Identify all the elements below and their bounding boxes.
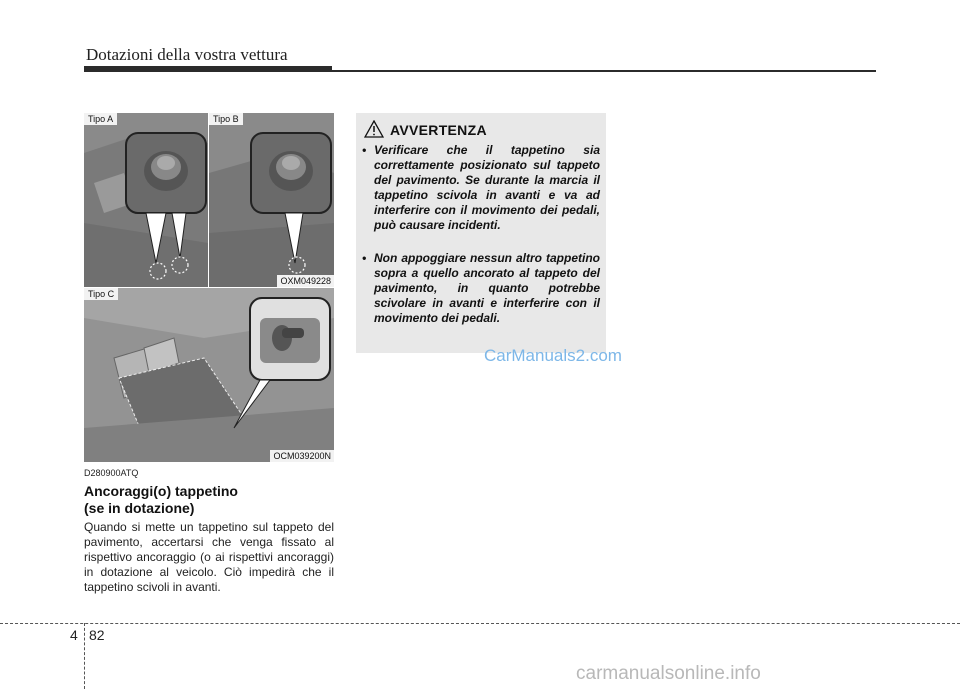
warning-item-2-text: Non appoggiare nessun altro tappetino sopra a quello ancorato al tappeto del pavimento, in quanto potrebbe scivolare in avanti e interferire con il movimento dei pedali. — [374, 251, 600, 325]
figure-tipo-a-illustration — [84, 113, 208, 287]
header-rule-thin — [332, 70, 876, 72]
warning-triangle-icon — [364, 120, 384, 138]
warning-item-2: • Non appoggiare nessun altro tappetino sopra a quello ancorato al tappeto del pavimento, in quanto potrebbe scivolare in avanti e interferire con il movimento dei pedali. — [362, 251, 600, 325]
warning-item-1-text: Verificare che il tappetino sia correttamente posizionato sul tappeto del pavimento. Se durante la marcia il tappetino scivola in avanti e va ad interferire con il movimento dei pedali, può causare incidenti. — [374, 143, 600, 232]
footer-vertical-rule — [84, 623, 85, 689]
page-chapter-number: 4 — [70, 627, 78, 643]
figure-label-tipo-b: Tipo B — [209, 113, 243, 125]
page-header-title: Dotazioni della vostra vettura — [86, 45, 288, 64]
watermark-text: CarManuals2.com — [484, 346, 622, 365]
section-title-line-2: (se in dotazione) — [84, 500, 195, 516]
warning-title: AVVERTENZA — [390, 122, 487, 138]
figure-code-bottom: OCM039200N — [270, 450, 334, 462]
footer-dashed-rule — [0, 623, 960, 624]
figure-tipo-b — [209, 113, 334, 287]
figure-label-tipo-c: Tipo C — [84, 288, 118, 300]
header-rule-thick — [84, 66, 332, 72]
figure-label-tipo-a: Tipo A — [84, 113, 117, 125]
section-title — [84, 483, 334, 517]
section-code: D280900ATQ — [84, 468, 139, 478]
warning-item-1: • Verificare che il tappetino sia correttamente posizionato sul tappeto del pavimento. Se durante la marcia il tappetino scivola in avanti e va ad interferire con il movimento dei pedali, può causare incidenti. — [362, 143, 600, 232]
page-number: 82 — [89, 627, 105, 643]
figure-tipo-b-illustration — [209, 113, 334, 287]
section-body: Quando si mette un tappetino sul tappeto del pavimento, accertarsi che venga fissato al rispettivo ancoraggio (o ai rispettivi ancoraggi) in dotazione al veicolo. Ciò impedirà che il tappetino scivoli in avanti. — [84, 520, 334, 594]
figure-tipo-a — [84, 113, 208, 287]
figure-tipo-c — [84, 288, 334, 462]
figure-tipo-c-illustration — [84, 288, 334, 462]
figure-code-top: OXM049228 — [277, 275, 334, 287]
footer-watermark: carmanualsonline.info — [576, 663, 761, 684]
section-title-line-1: Ancoraggi(o) tappetino — [84, 483, 238, 499]
